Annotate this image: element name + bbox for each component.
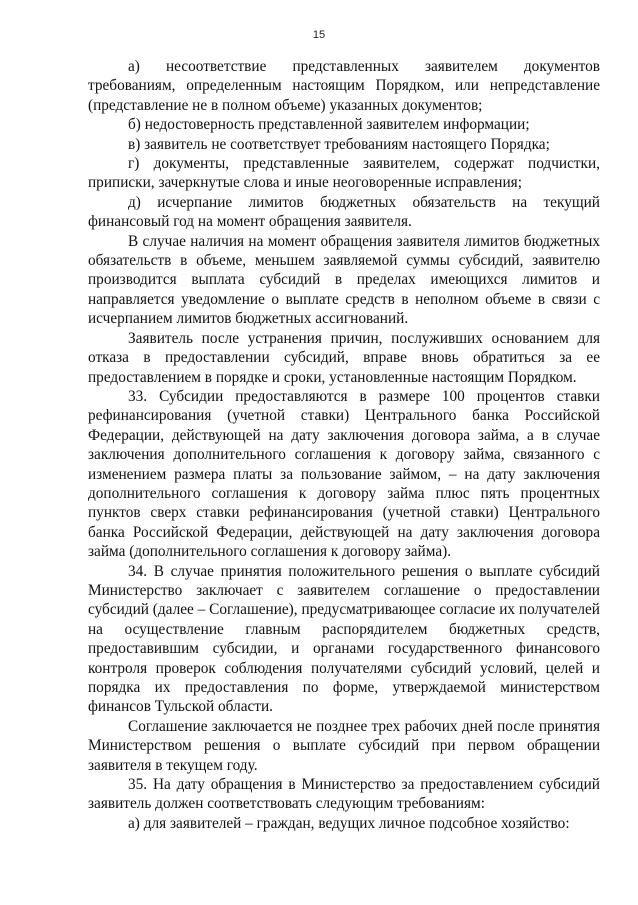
- paragraph-limits: В случае наличия на момент обращения заявителя лимитов бюджетных обязательств в объеме, меньшем заявляемой суммы субсидий, заявителю производится выплата субсидий в пределах имеющихся лимитов и направляется уведомление о выплате средств в неполном объеме в связи с исчерпанием лимитов бюджетных ассигнований.: [88, 232, 600, 328]
- document-body: [88, 57, 600, 833]
- paragraph-agreement: Соглашение заключается не позднее трех рабочих дней после принятия Министерством решения о выплате субсидий при первом обращении заявителя в текущем году.: [88, 717, 600, 774]
- paragraph-clause-33: 33. Субсидии предоставляются в размере 100 процентов ставки рефинансирования (учетной ставки) Центрального банка Российской Федерации, действующей на дату заключения договора займа, а в случае заключения дополнительного соглашения к договору займа, связанного с изменением размера платы за пользование займом, – на дату заключения дополнительного соглашения к договору займа плюс пять процентных пунктов сверх ставки рефинансирования (учетной ставки) Центрального банка Российской Федерации, действующей на дату заключения договора займа (дополнительного соглашения к договору займа).: [88, 387, 600, 561]
- paragraph-reason-a: а) несоответствие представленных заявителем документов требованиям, определенным настоящим Порядком, или непредставление (представление не в полном объеме) указанных документов;: [88, 58, 600, 114]
- page-number: 15: [312, 29, 326, 41]
- paragraph-clause-35-a: а) для заявителей – граждан, ведущих личное подсобное хозяйство:: [128, 814, 570, 832]
- paragraph-clause-35: 35. На дату обращения в Министерство за предоставлением субсидий заявитель должен соответствовать следующим требованиям:: [88, 776, 600, 813]
- paragraph-reason-d: г) документы, представленные заявителем, содержат подчистки, приписки, зачеркнутые слова и иные неоговоренные исправления;: [88, 155, 600, 192]
- paragraph-reason-b: б) недостоверность представленной заявителем информации;: [128, 116, 530, 134]
- paragraph-reapply: Заявитель после устранения причин, послуживших основанием для отказа в предоставлении субсидий, вправе вновь обратиться за ее предоставлением в порядке и сроки, установленные настоящим Порядком.: [88, 329, 600, 386]
- paragraph-reason-c: в) заявитель не соответствует требованиям настоящего Порядка;: [128, 135, 550, 153]
- paragraph-clause-34: 34. В случае принятия положительного решения о выплате субсидий Министерство заключает с заявителем соглашение о предоставлении субсидий (далее – Соглашение), предусматривающее согласие их получателей на осуществление главным распорядителем бюджетных средств, предоставившим субсидии, и органами государственного финансового контроля проверок соблюдения получателями субсидий условий, целей и порядка их предоставления по форме, утверждаемой министерством финансов Тульской области.: [88, 562, 600, 716]
- paragraph-reason-e: д) исчерпание лимитов бюджетных обязательств на текущий финансовый год на момент обращения заявителя.: [88, 193, 600, 231]
